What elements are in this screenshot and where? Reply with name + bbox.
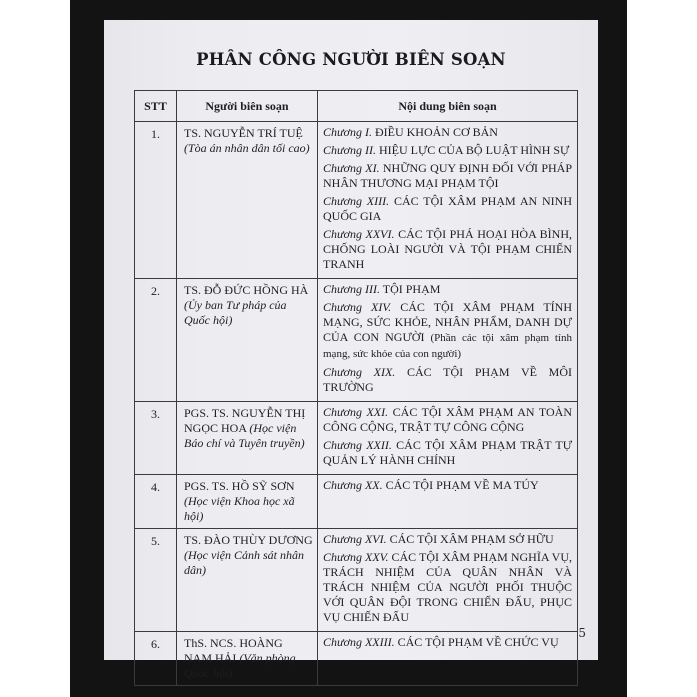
chapter-number: Chương XXI. <box>323 405 389 419</box>
chapter-entry <box>323 227 572 272</box>
chapter-number: Chương III. <box>323 282 380 296</box>
row-number: 2. <box>135 279 177 402</box>
chapter-title: CÁC TỘI PHẠM VỀ MÔI TRƯỜNG <box>323 365 573 394</box>
chapter-entry <box>323 405 572 435</box>
author-organization: (Học viện Cảnh sát nhân dân) <box>184 548 304 577</box>
chapter-entry <box>323 550 572 625</box>
author-organization: (Văn phòng Quốc hội) <box>184 651 296 680</box>
author-name: TS. ĐÀO THÙY DƯƠNG <box>184 533 313 547</box>
author-cell <box>177 279 318 402</box>
chapter-title: CÁC TỘI PHÁ HOẠI HÒA BÌNH, CHỐNG LOÀI NGƯỜI VÀ TỘI PHẠM CHIẾN TRANH <box>323 227 572 271</box>
row-number: 6. <box>135 632 177 686</box>
chapter-entry <box>323 532 572 547</box>
author-name: TS. NGUYỄN TRÍ TUỆ <box>184 126 303 140</box>
author-organization: (Ủy ban Tư pháp của Quốc hội) <box>184 298 287 327</box>
chapter-title: CÁC TỘI XÂM PHẠM AN NINH QUỐC GIA <box>323 194 573 223</box>
chapter-number: Chương XXIII. <box>323 635 395 649</box>
row-number: 1. <box>135 122 177 279</box>
chapter-number: Chương XI. <box>323 161 380 175</box>
row-number: 3. <box>135 402 177 475</box>
author-name: ThS. NCS. HOÀNG NAM HẢI <box>184 636 283 665</box>
chapter-title: CÁC TỘI XÂM PHẠM SỞ HỮU <box>389 532 554 546</box>
chapter-number: Chương XX. <box>323 478 383 492</box>
chapter-title: CÁC TỘI XÂM PHẠM TÍNH MẠNG, SỨC KHỎE, NHÂN PHẨM, DANH DỰ CỦA CON NGƯỜI <box>323 300 572 344</box>
author-cell <box>177 632 318 686</box>
header-content: Nội dung biên soạn <box>318 91 578 122</box>
author-organization: (Tòa án nhân dân tối cao) <box>184 141 310 155</box>
content-cell <box>318 475 578 529</box>
chapter-number: Chương XIV. <box>323 300 392 314</box>
assignment-table <box>134 90 578 686</box>
row-number: 4. <box>135 475 177 529</box>
row-number: 5. <box>135 529 177 632</box>
chapter-entry <box>323 282 572 297</box>
page-number: 5 <box>578 626 586 640</box>
page-title: PHÂN CÔNG NGƯỜI BIÊN SOẠN <box>196 50 506 69</box>
chapter-title: NHỮNG QUY ĐỊNH ĐỐI VỚI PHÁP NHÂN THƯƠNG MẠI PHẠM TỘI <box>323 161 572 190</box>
table-header-row <box>135 91 578 122</box>
chapter-entry <box>323 161 572 191</box>
book-page <box>104 20 598 680</box>
table-row <box>135 279 578 402</box>
chapter-note: (Phần các tội xâm phạm tính mạng, sức khỏe của con người) <box>323 332 572 360</box>
table-row <box>135 122 578 279</box>
chapter-entry <box>323 365 572 395</box>
chapter-entry <box>323 143 572 158</box>
chapter-number: Chương I. <box>323 125 372 139</box>
chapter-title: CÁC TỘI XÂM PHẠM NGHĨA VỤ, TRÁCH NHIỆM CỦA QUÂN NHÂN VÀ TRÁCH NHIỆM CỦA NGƯỜI PHỐI THUỘC VỚI QUÂN ĐỘI TRONG CHIẾN ĐẤU, PHỤC VỤ CHIẾN ĐẤU <box>323 550 573 624</box>
content-cell <box>318 279 578 402</box>
chapter-number: Chương XXV. <box>323 550 389 564</box>
author-name: PGS. TS. HỒ SỸ SƠN <box>184 479 295 493</box>
chapter-entry <box>323 635 572 650</box>
table-row <box>135 632 578 686</box>
author-cell <box>177 529 318 632</box>
author-cell <box>177 122 318 279</box>
chapter-title: HIỆU LỰC CỦA BỘ LUẬT HÌNH SỰ <box>378 143 570 157</box>
chapter-number: Chương II. <box>323 143 376 157</box>
chapter-number: Chương XIX. <box>323 365 396 379</box>
chapter-number: Chương XXVI. <box>323 227 395 241</box>
chapter-title: CÁC TỘI PHẠM VỀ CHỨC VỤ <box>397 635 559 649</box>
chapter-number: Chương XXII. <box>323 438 392 452</box>
chapter-entry <box>323 438 572 468</box>
content-cell <box>318 122 578 279</box>
author-cell <box>177 402 318 475</box>
author-cell <box>177 475 318 529</box>
chapter-entry <box>323 194 572 224</box>
content-cell <box>318 529 578 632</box>
author-name: TS. ĐỖ ĐỨC HỒNG HÀ <box>184 283 309 297</box>
header-stt: STT <box>135 91 177 122</box>
table-row <box>135 529 578 632</box>
author-name: PGS. TS. NGUYỄN THỊ NGỌC HOA <box>184 406 306 435</box>
author-organization: (Học viện Báo chí và Tuyên truyền) <box>184 421 305 450</box>
author-organization: (Học viện Khoa học xã hội) <box>184 494 295 523</box>
chapter-title: CÁC TỘI XÂM PHẠM TRẬT TỰ QUẢN LÝ HÀNH CHÍNH <box>323 438 573 467</box>
chapter-entry <box>323 300 572 362</box>
content-cell <box>318 632 578 686</box>
table-row <box>135 402 578 475</box>
chapter-number: Chương XIII. <box>323 194 390 208</box>
header-author: Người biên soạn <box>177 91 318 122</box>
chapter-title: CÁC TỘI XÂM PHẠM AN TOÀN CÔNG CỘNG, TRẬT TỰ CÔNG CỘNG <box>323 405 572 434</box>
chapter-entry <box>323 125 572 140</box>
chapter-entry <box>323 478 572 493</box>
chapter-title: ĐIỀU KHOẢN CƠ BẢN <box>374 125 498 139</box>
chapter-title: CÁC TỘI PHẠM VỀ MA TÚY <box>385 478 539 492</box>
chapter-number: Chương XVI. <box>323 532 387 546</box>
content-cell <box>318 402 578 475</box>
table-row <box>135 475 578 529</box>
chapter-title: TỘI PHẠM <box>382 282 441 296</box>
